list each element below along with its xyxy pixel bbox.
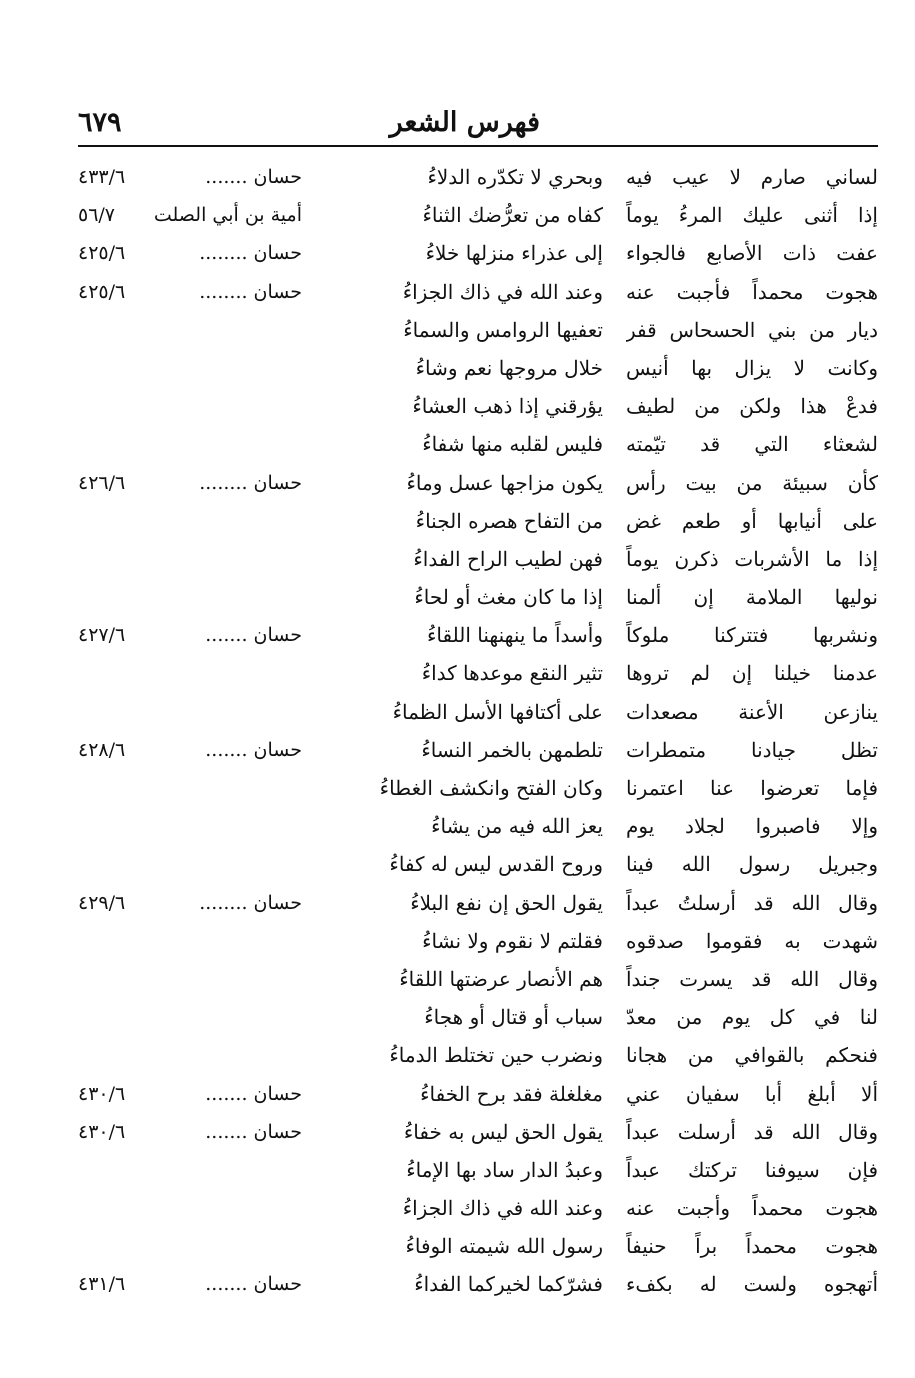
verse-second-hemistich: فشرّكما لخيركما الفداءُ	[414, 1272, 603, 1297]
poet-name: حسان .......	[205, 1120, 302, 1143]
verse-first-hemistich: فإن سيوفنا تركتك عبداً	[626, 1157, 878, 1182]
volume-page-reference: ٤٢٩/٦	[78, 891, 126, 914]
poet-name: حسان ........	[199, 280, 302, 303]
verse-first-hemistich: وإلا فاصبروا لجلاد يوم	[626, 814, 878, 839]
verse-second-hemistich: تثير النقع موعدها كداءُ	[421, 661, 603, 686]
verse-first-hemistich: هجوت محمداً وأجبت عنه	[626, 1196, 878, 1221]
volume-page-reference: ٤٣٠/٦	[78, 1120, 126, 1143]
poet-name: حسان ........	[199, 242, 302, 265]
verse-row	[78, 807, 878, 845]
verse-second-hemistich: يعز الله فيه من يشاءُ	[431, 814, 603, 839]
verse-first-hemistich: لساني صارم لا عيب فيه	[626, 165, 878, 189]
verse-second-hemistich: يقول الحق إن نفع البلاءُ	[410, 890, 603, 915]
verse-second-hemistich: ونضرب حين تختلط الدماءُ	[389, 1043, 603, 1068]
verse-second-hemistich: تلطمهن بالخمر النساءُ	[421, 737, 603, 762]
verse-second-hemistich: إلى عذراء منزلها خلاءُ	[425, 241, 603, 266]
verse-first-hemistich: فدعْ هذا ولكن من لطيف	[626, 394, 878, 419]
poet-name: حسان .......	[205, 624, 302, 647]
verse-second-hemistich: إذا ما كان مغث أو لحاءُ	[414, 585, 603, 610]
verse-row	[78, 731, 878, 769]
verse-first-hemistich: شهدت به فقوموا صدقوه	[626, 928, 878, 953]
verse-first-hemistich: وقال الله قد أرسلتُ عبداً	[626, 890, 878, 915]
verse-row	[78, 1189, 878, 1227]
verse-row	[78, 769, 878, 807]
page-number: ٦٧٩	[78, 107, 122, 138]
poet-name: حسان .......	[205, 1082, 302, 1105]
verse-row	[78, 349, 878, 387]
verse-first-hemistich: أتهجوه ولست له بكفء	[626, 1272, 878, 1297]
verse-first-hemistich: هجوت محمداً فأجبت عنه	[626, 279, 878, 304]
verse-row	[78, 502, 878, 540]
verse-row	[78, 196, 878, 234]
verse-second-hemistich: وعند الله في ذاك الجزاءُ	[402, 279, 603, 304]
verse-row	[78, 311, 878, 349]
verse-row	[78, 845, 878, 883]
poet-name: حسان .......	[205, 1273, 302, 1296]
verse-row	[78, 884, 878, 922]
verse-first-hemistich: فإما تعرضوا عنا اعتمرنا	[626, 776, 878, 800]
volume-page-reference: ٤٣٠/٦	[78, 1082, 126, 1105]
verse-second-hemistich: على أكتافها الأسل الظماءُ	[392, 699, 603, 724]
volume-page-reference: ٤٣١/٦	[78, 1273, 126, 1296]
verse-second-hemistich: وعند الله في ذاك الجزاءُ	[402, 1196, 603, 1221]
verse-row	[78, 1151, 878, 1189]
verse-first-hemistich: عفت ذات الأصابع فالجواء	[626, 241, 878, 266]
verse-row	[78, 1265, 878, 1303]
poet-name: حسان .......	[205, 738, 302, 761]
verse-second-hemistich: وأسداً ما ينهنهنا اللقاءُ	[427, 623, 603, 648]
poet-name: حسان ........	[199, 471, 302, 494]
verse-row	[78, 922, 878, 960]
verse-row	[78, 425, 878, 463]
verse-first-hemistich: ألا أبلغ أبا سفيان عني	[626, 1081, 878, 1106]
verse-second-hemistich: مغلغلة فقد برح الخفاءُ	[420, 1081, 603, 1106]
verse-row	[78, 1036, 878, 1074]
poet-name: أمية بن أبي الصلت	[153, 204, 302, 227]
verse-first-hemistich: هجوت محمداً براً حنيفاً	[626, 1234, 878, 1259]
verse-first-hemistich: ديار من بني الحسحاس قفر	[626, 317, 878, 342]
verse-row	[78, 1113, 878, 1151]
verse-second-hemistich: هم الأنصار عرضتها اللقاءُ	[399, 966, 603, 991]
verse-first-hemistich: على أنيابها أو طعم غض	[626, 508, 878, 533]
poet-name: حسان ........	[199, 891, 302, 914]
verse-row	[78, 1075, 878, 1113]
verse-row	[78, 234, 878, 272]
header-rule	[78, 145, 878, 147]
verse-first-hemistich: وكانت لا يزال بها أنيس	[626, 355, 878, 380]
verse-second-hemistich: وكان الفتح وانكشف الغطاءُ	[379, 776, 603, 800]
verse-second-hemistich: يؤرقني إذا ذهب العشاءُ	[412, 394, 603, 419]
verse-row	[78, 540, 878, 578]
verse-first-hemistich: عدمنا خيلنا إن لم تروها	[626, 661, 878, 686]
verse-row	[78, 1227, 878, 1265]
verse-row	[78, 616, 878, 654]
verse-first-hemistich: فنحكم بالقوافي من هجانا	[626, 1043, 878, 1068]
verse-second-hemistich: من التفاح هصره الجناءُ	[415, 508, 603, 533]
verse-first-hemistich: وقال الله قد أرسلت عبداً	[626, 1119, 878, 1144]
verse-first-hemistich: وجبريل رسول الله فينا	[626, 852, 878, 877]
verse-second-hemistich: تعفيها الروامس والسماءُ	[403, 317, 603, 342]
verse-row	[78, 693, 878, 731]
verse-first-hemistich: كأن سبيئة من بيت رأس	[626, 470, 878, 495]
verse-first-hemistich: لشعثاء التي قد تيّمته	[626, 432, 878, 457]
verse-first-hemistich: وقال الله قد يسرت جنداً	[626, 966, 878, 991]
verse-row	[78, 158, 878, 196]
verse-row	[78, 464, 878, 502]
verse-second-hemistich: فليس لقلبه منها شفاءُ	[422, 432, 603, 457]
verse-second-hemistich: خلال مروجها نعم وشاءُ	[415, 355, 603, 380]
page-header	[78, 88, 878, 144]
verse-second-hemistich: كفاه من تعرُّضك الثناءُ	[422, 203, 603, 228]
verse-first-hemistich: إذا أثنى عليك المرءُ يوماً	[626, 203, 878, 228]
verse-first-hemistich: ونشربها فتتركنا ملوكاً	[626, 623, 878, 648]
verse-row	[78, 960, 878, 998]
verse-row	[78, 654, 878, 692]
volume-page-reference: ٤٢٥/٦	[78, 280, 126, 303]
verse-second-hemistich: يقول الحق ليس به خفاءُ	[403, 1119, 603, 1144]
verse-second-hemistich: وعبدُ الدار ساد بها الإماءُ	[406, 1157, 603, 1182]
verse-second-hemistich: يكون مزاجها عسل وماءُ	[406, 470, 603, 495]
verse-row	[78, 273, 878, 311]
verse-index	[78, 158, 878, 1304]
volume-page-reference: ٤٢٧/٦	[78, 624, 126, 647]
verse-first-hemistich: تظل جيادنا متمطرات	[626, 737, 878, 762]
verse-first-hemistich: لنا في كل يوم من معدّ	[626, 1005, 878, 1030]
volume-page-reference: ٤٣٣/٦	[78, 166, 126, 188]
verse-row	[78, 578, 878, 616]
verse-first-hemistich: ينازعن الأعنة مصعدات	[626, 699, 878, 724]
page-title: فهرس الشعر	[389, 107, 540, 138]
volume-page-reference: ٤٢٦/٦	[78, 471, 126, 494]
verse-second-hemistich: فهن لطيب الراح الفداءُ	[413, 546, 603, 571]
verse-second-hemistich: رسول الله شيمته الوفاءُ	[405, 1234, 603, 1259]
poet-name: حسان .......	[205, 166, 302, 188]
verse-second-hemistich: وبحري لا تكدّره الدلاءُ	[427, 165, 603, 189]
volume-page-reference: ٥٦/٧	[78, 204, 116, 227]
volume-page-reference: ٤٢٨/٦	[78, 738, 126, 761]
verse-second-hemistich: فقلتم لا نقوم ولا نشاءُ	[422, 928, 603, 953]
verse-row	[78, 998, 878, 1036]
verse-first-hemistich: نوليها الملامة إن ألمنا	[626, 585, 878, 610]
verse-first-hemistich: إذا ما الأشربات ذكرن يوماً	[626, 546, 878, 571]
verse-second-hemistich: سباب أو قتال أو هجاءُ	[424, 1005, 603, 1030]
verse-row	[78, 387, 878, 425]
verse-second-hemistich: وروح القدس ليس له كفاءُ	[389, 852, 603, 877]
volume-page-reference: ٤٢٥/٦	[78, 242, 126, 265]
